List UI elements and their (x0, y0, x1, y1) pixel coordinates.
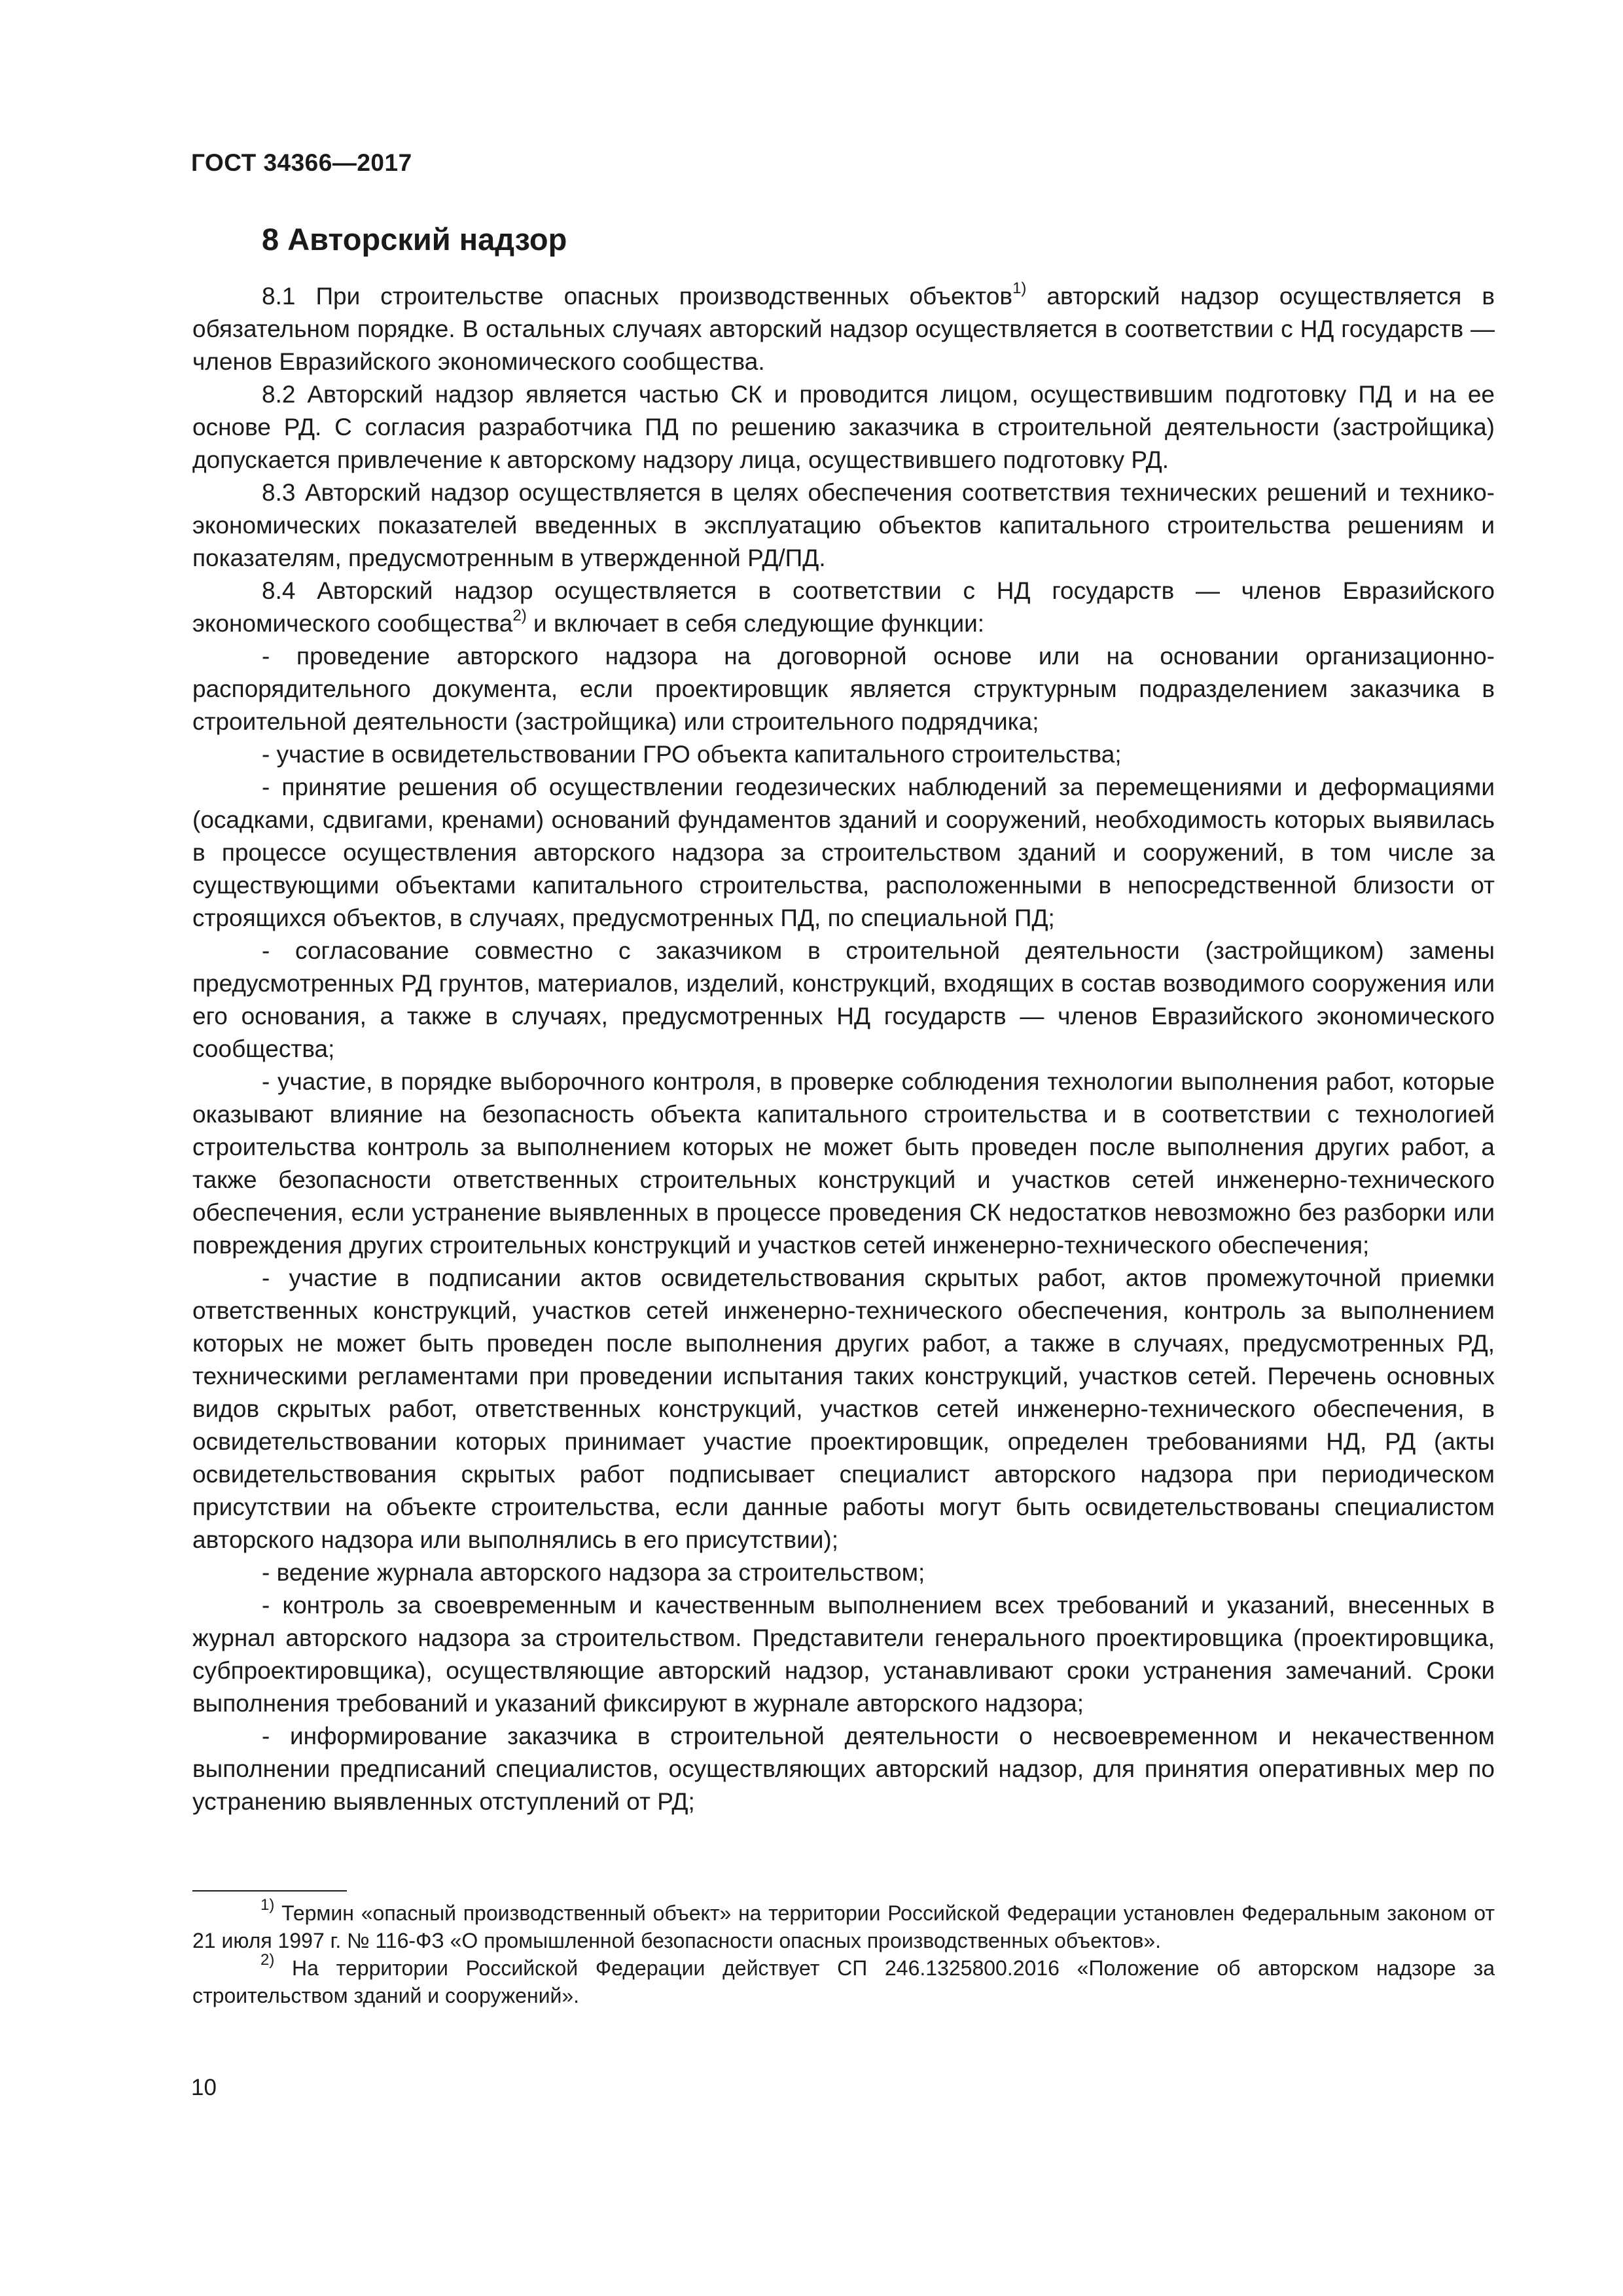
list-item: - участие в освидетельствовании ГРО объекта капитального строительства; (262, 741, 1122, 768)
paragraph-8-4 (192, 575, 1495, 640)
page-number: 10 (191, 2075, 217, 2100)
section-title: 8 Авторский надзор (262, 222, 567, 257)
footnote-2-text: На территории Российской Федерации действует СП 246.1325800.2016 «Положение об авторском надзоре за строительством зданий и сооружений». (192, 1956, 1495, 2007)
footnote-2 (192, 1951, 1495, 2009)
paragraph-8-4-text-end: и включает в себя следующие функции: (526, 610, 985, 637)
footnote-marker-2: 2) (260, 1951, 275, 1969)
paragraph-8-3: 8.3 Авторский надзор осуществляется в целях обеспечения соответствия технических решений и технико-экономических показателей введенных в эксплуатацию объектов капитального строительства решениям и показателям, предусмотренным в утвержденной РД/ПД. (192, 479, 1495, 572)
footnote-reference-1: 1) (1012, 279, 1027, 298)
footnote-divider (192, 1890, 347, 1892)
paragraph-8-1-text-start: 8.1 При строительстве опасных производственных объектов (262, 283, 1013, 310)
footnote-reference-2: 2) (512, 607, 527, 625)
paragraph-8-2: 8.2 Авторский надзор является частью СК и проводится лицом, осуществившим подготовку ПД и на ее основе РД. С согласия разработчика ПД по решению заказчика в строительной деятельности (застройщика) допускается привлечение к авторскому надзору лица, осуществившего подготовку РД. (192, 381, 1495, 474)
main-content (192, 221, 1495, 1818)
paragraph-8-1-text-end: авторский надзор осуществляется в обязательном порядке. В остальных случаях авторский надзор осуществляется в соответствии с НД государств — членов Евразийского экономического сообщества. (192, 283, 1495, 376)
list-item: - участие, в порядке выборочного контроля, в проверке соблюдения технологии выполнения работ, которые оказывают влияние на безопасность объекта капитального строительства и в соответствии с технологией строительства контроль за выполнением которых не может быть проведен после выполнения других работ, а также безопасности ответственных строительных конструкций и участков сетей инженерно-технического обеспечения, если устранение выявленных в процессе проведения СК недостатков невозможно без разборки или повреждения других строительных конструкций и участков сетей инженерно-технического обеспечения; (192, 1068, 1495, 1259)
footnote-1-text: Термин «опасный производственный объект» на территории Российской Федерации установлен Федеральным законом от 21 июля 1997 г. № 116-ФЗ «О промышленной безопасности опасных производственных объектов». (192, 1901, 1495, 1952)
list-item: - участие в подписании актов освидетельствования скрытых работ, актов промежуточной приемки ответственных конструкций, участков сетей инженерно-технического обеспечения, контроль за выполнением которых не может быть проведен после выполнения других работ, а также в случаях, предусмотренных РД, техническими регламентами при проведении испытания таких конструкций, участков сетей. Перечень основных видов скрытых работ, ответственных конструкций, участков сетей инженерно-технического обеспечения, в освидетельствовании которых принимает участие проектировщик, определен требованиями НД, РД (акты освидетельствования скрытых работ подписывает специалист авторского надзора при периодическом присутствии на объекте строительства, если данные работы могут быть освидетельствованы специалистом авторского надзора или выполнялись в его присутствии); (192, 1265, 1495, 1554)
list-item: - ведение журнала авторского надзора за строительством; (262, 1559, 925, 1587)
footnote-marker-1: 1) (260, 1896, 275, 1914)
footnote-1 (192, 1896, 1495, 1954)
list-item: - согласование совместно с заказчиком в строительной деятельности (застройщиком) замены предусмотренных РД грунтов, материалов, изделий, конструкций, входящих в состав возводимого сооружения или его основания, а также в случаях, предусмотренных НД государств — членов Евразийского экономического сообщества; (192, 937, 1495, 1063)
functions-list (192, 640, 1495, 1818)
document-code-header: ГОСТ 34366—2017 (191, 149, 412, 176)
paragraph-8-4-text-start: 8.4 Авторский надзор осуществляется в соответствии с НД государств — членов Евразийского экономического сообщества (192, 577, 1495, 637)
footnotes (192, 1896, 1495, 2009)
list-item: - контроль за своевременным и качественным выполнением всех требований и указаний, внесенных в журнал авторского надзора за строительством. Представители генерального проектировщика (проектировщика, субпроектировщика), осуществляющие авторский надзор, устанавливают сроки устранения замечаний. Сроки выполнения требований и указаний фиксируют в журнале авторского надзора; (192, 1592, 1495, 1717)
list-item: - проведение авторского надзора на договорной основе или на основании организационно-распорядительного документа, если проектировщик является структурным подразделением заказчика в строительной деятельности (застройщика) или строительного подрядчика; (192, 643, 1495, 736)
paragraph-8-1 (192, 280, 1495, 378)
list-item: - принятие решения об осуществлении геодезических наблюдений за перемещениями и деформациями (осадками, сдвигами, кренами) оснований фундаментов зданий и сооружений, необходимость которых выявилась в процессе осуществления авторского надзора за строительством зданий и сооружений, в том числе за существующими объектами капитального строительства, расположенными в непосредственной близости от строящихся объектов, в случаях, предусмотренных ПД, по специальной ПД; (192, 774, 1495, 932)
list-item: - информирование заказчика в строительной деятельности о несвоевременном и некачественном выполнении предписаний специалистов, осуществляющих авторский надзор, для принятия оперативных мер по устранению выявленных отступлений от РД; (192, 1723, 1495, 1816)
